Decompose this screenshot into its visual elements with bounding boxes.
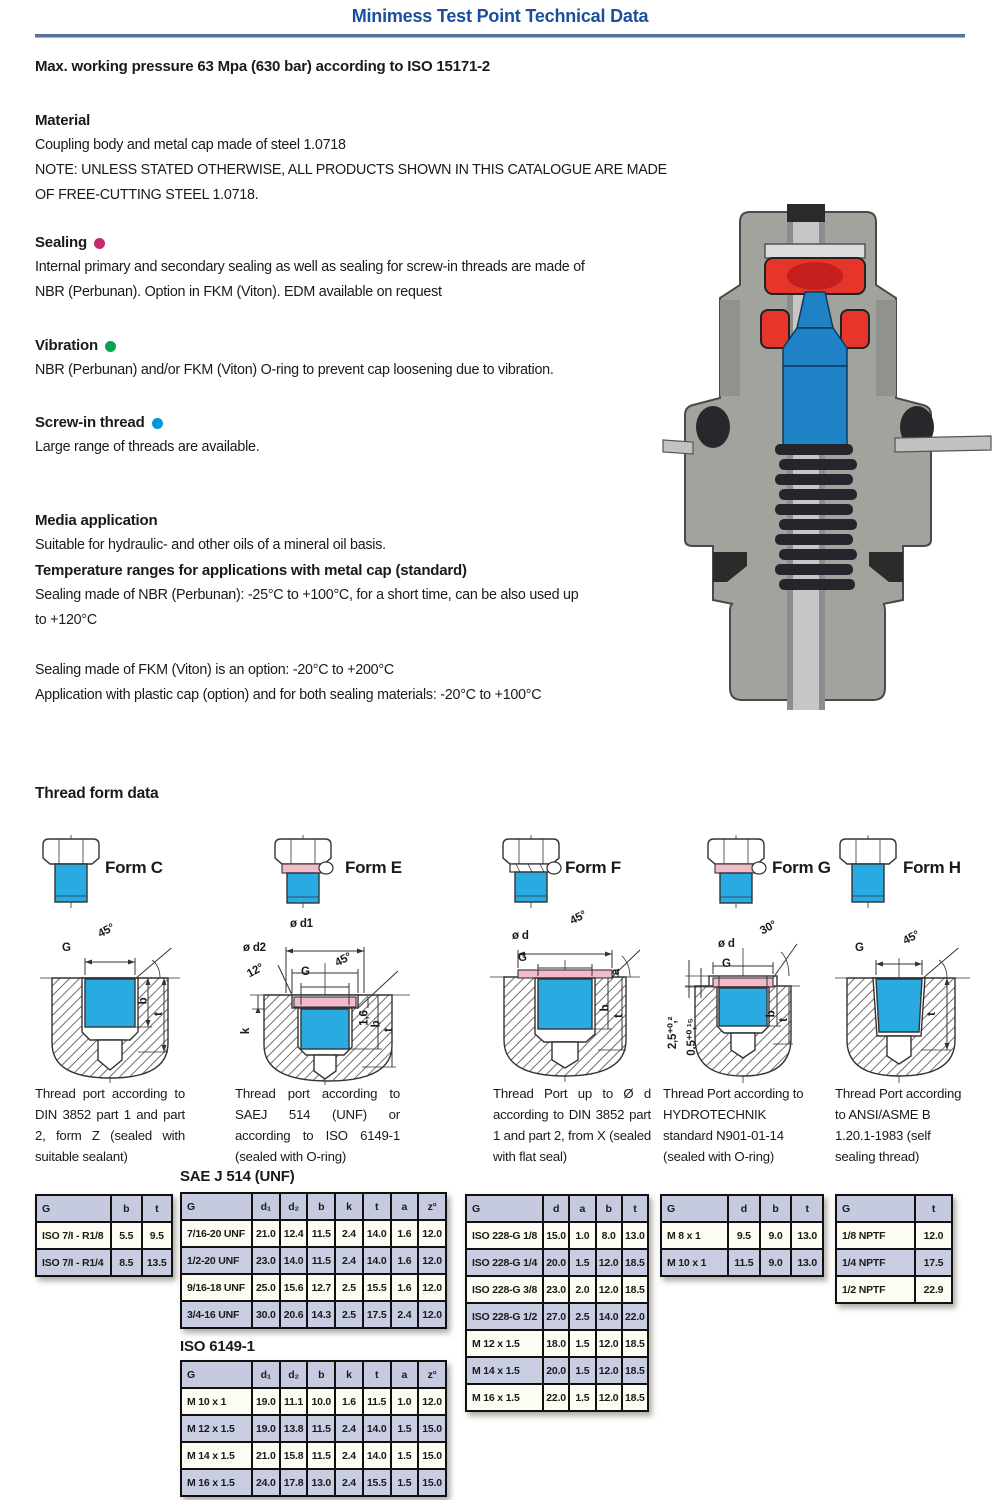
dim-label: G bbox=[855, 942, 864, 954]
page-title: Minimess Test Point Technical Data bbox=[351, 6, 649, 26]
form-label: Form H bbox=[903, 858, 961, 877]
text-line: Coupling body and metal cap made of steel 1.0718 bbox=[35, 137, 346, 153]
form-label: Form G bbox=[772, 858, 831, 877]
table-cell: 22.0 bbox=[543, 1384, 569, 1411]
table-header-row bbox=[836, 1195, 952, 1222]
table-cell: 15.5 bbox=[363, 1274, 391, 1301]
table-cell: 13.0 bbox=[791, 1222, 823, 1249]
table-cell: 12.7 bbox=[307, 1274, 335, 1301]
table-cell: 23.0 bbox=[543, 1276, 569, 1303]
table-cell: 9.0 bbox=[760, 1222, 792, 1249]
text-line: NBR (Perbunan). Option in FKM (Viton). EDM available on request bbox=[35, 284, 442, 300]
table-row bbox=[36, 1249, 172, 1276]
dim-label: ø d bbox=[718, 938, 735, 950]
form-g-diagram bbox=[660, 830, 835, 1085]
table-cell: 11.1 bbox=[280, 1388, 308, 1415]
table-cell: ISO 7/I - R1/8 bbox=[36, 1222, 111, 1249]
table-cell: 14.0 bbox=[363, 1415, 391, 1442]
section-body bbox=[35, 133, 667, 208]
dim-label: 45° bbox=[96, 921, 117, 941]
column-header: t bbox=[791, 1195, 823, 1222]
table-cell: 1.5 bbox=[391, 1415, 419, 1442]
table-row bbox=[661, 1249, 823, 1276]
dim-label: b bbox=[370, 1020, 383, 1028]
table-cell: 13.0 bbox=[307, 1469, 335, 1496]
section-temperature-ranges bbox=[35, 558, 660, 708]
table-cell: 12.0 bbox=[596, 1357, 622, 1384]
table-cell: 17.5 bbox=[363, 1301, 391, 1328]
column-header: b bbox=[111, 1195, 142, 1222]
table-cell: 15.0 bbox=[543, 1222, 569, 1249]
text-line: Application with plastic cap (option) and for both sealing materials: -20°C to +100°C bbox=[35, 687, 542, 703]
column-header: b bbox=[596, 1195, 622, 1222]
column-header: b bbox=[307, 1193, 335, 1220]
table-cell: 1.0 bbox=[391, 1388, 419, 1415]
column-header: G bbox=[181, 1361, 252, 1388]
table-cell: M 8 x 1 bbox=[661, 1222, 728, 1249]
table-cell: 14.0 bbox=[363, 1247, 391, 1274]
column-header: t bbox=[142, 1195, 173, 1222]
column-header: d bbox=[728, 1195, 760, 1222]
form-h-table bbox=[835, 1194, 953, 1304]
text-line: Large range of threads are available. bbox=[35, 439, 260, 455]
screw-in-thread-dot bbox=[152, 418, 163, 429]
text-line: NBR (Perbunan) and/or FKM (Viton) O-ring to prevent cap loosening due to vibration. bbox=[35, 362, 554, 378]
column-header: a bbox=[391, 1361, 419, 1388]
table-cell: 2.4 bbox=[335, 1442, 363, 1469]
table-cell: 18.5 bbox=[622, 1357, 648, 1384]
table-cell: M 14 x 1.5 bbox=[181, 1442, 252, 1469]
table-cell: 22.0 bbox=[622, 1303, 648, 1330]
table-cell: 15.5 bbox=[363, 1469, 391, 1496]
table-cell: 18.5 bbox=[622, 1330, 648, 1357]
table-header-row bbox=[36, 1195, 172, 1222]
dim-label: 0,5⁺⁰,¹⁵ bbox=[685, 1018, 698, 1056]
text-line: Internal primary and secondary sealing as well as sealing for screw-in threads are made of bbox=[35, 259, 585, 275]
section-body bbox=[35, 255, 660, 305]
table-cell: M 14 x 1.5 bbox=[466, 1357, 543, 1384]
table-cell: 12.0 bbox=[596, 1276, 622, 1303]
form-g-description: Thread Port according to HYDROTECHNIK standard N901-01-14 (sealed with O-ring) bbox=[663, 1086, 804, 1164]
table-row bbox=[661, 1222, 823, 1249]
dim-label: G bbox=[301, 966, 310, 978]
table-cell: 12.0 bbox=[418, 1274, 446, 1301]
dim-label: G bbox=[722, 958, 731, 970]
table-cell: 24.0 bbox=[252, 1469, 280, 1496]
form-e-diagram bbox=[235, 830, 465, 1085]
table-cell: 11.5 bbox=[307, 1247, 335, 1274]
dim-label: k bbox=[240, 1027, 253, 1035]
table-cell: 1/2-20 UNF bbox=[181, 1247, 252, 1274]
table-cell: 1.5 bbox=[569, 1249, 595, 1276]
table-header-row bbox=[181, 1193, 446, 1220]
table-header-row bbox=[661, 1195, 823, 1222]
form-g-section bbox=[685, 938, 800, 1083]
section-heading: Media application bbox=[35, 512, 158, 529]
table-cell: 22.9 bbox=[915, 1276, 952, 1303]
table-cell: 21.0 bbox=[252, 1442, 280, 1469]
table-cell: 19.0 bbox=[252, 1388, 280, 1415]
table-cell: 15.0 bbox=[418, 1442, 446, 1469]
table-cell: 3/4-16 UNF bbox=[181, 1301, 252, 1328]
table-cell: 12.0 bbox=[596, 1249, 622, 1276]
text-line: Sealing made of FKM (Viton) is an option: -20°C to +200°C bbox=[35, 662, 394, 678]
table-cell: 19.0 bbox=[252, 1415, 280, 1442]
table-cell: 1.5 bbox=[569, 1330, 595, 1357]
table-cell: 27.0 bbox=[543, 1303, 569, 1330]
text-line: to +120°C bbox=[35, 612, 97, 628]
column-header: t bbox=[363, 1361, 391, 1388]
section-heading: Vibration bbox=[35, 333, 660, 358]
table-row bbox=[836, 1222, 952, 1249]
section-material bbox=[35, 108, 667, 208]
column-header: d₁ bbox=[252, 1361, 280, 1388]
table-cell: 30.0 bbox=[252, 1301, 280, 1328]
table-row bbox=[181, 1415, 446, 1442]
table-row bbox=[466, 1249, 648, 1276]
section-body bbox=[35, 533, 660, 558]
form-c-table bbox=[35, 1194, 173, 1277]
table-cell: 1.5 bbox=[569, 1384, 595, 1411]
form-label: Form E bbox=[345, 858, 402, 877]
column-header: G bbox=[466, 1195, 543, 1222]
dim-label: a bbox=[610, 968, 623, 976]
dim-label: t bbox=[612, 1014, 625, 1018]
form-h-diagram bbox=[835, 830, 995, 1085]
table-cell: 2.4 bbox=[335, 1220, 363, 1247]
sae-table-title: SAE J 514 (UNF) bbox=[180, 1168, 295, 1185]
table-cell: 18.5 bbox=[622, 1276, 648, 1303]
table-cell: 11.5 bbox=[363, 1388, 391, 1415]
form-e-description: Thread port according to SAEJ 514 (UNF) or according to ISO 6149-1 (sealed with O-ring) bbox=[235, 1086, 400, 1164]
table-cell: 7/16-20 UNF bbox=[181, 1220, 252, 1247]
table-cell: 13.0 bbox=[791, 1249, 823, 1276]
table-cell: 2.5 bbox=[335, 1274, 363, 1301]
table-cell: 2.4 bbox=[335, 1469, 363, 1496]
column-header: G bbox=[836, 1195, 915, 1222]
dim-label: b bbox=[599, 1004, 612, 1012]
table-cell: 13.5 bbox=[142, 1249, 173, 1276]
column-header: t bbox=[363, 1193, 391, 1220]
dim-label: b bbox=[137, 997, 150, 1005]
form-f-table bbox=[465, 1194, 649, 1412]
text-line: NOTE: UNLESS STATED OTHERWISE, ALL PRODUCTS SHOWN IN THIS CATALOGUE ARE MADE bbox=[35, 162, 667, 178]
table-cell: 17.8 bbox=[280, 1469, 308, 1496]
table-row bbox=[466, 1384, 648, 1411]
table-cell: 1.6 bbox=[391, 1247, 419, 1274]
section-media-application bbox=[35, 508, 660, 558]
column-header: z° bbox=[418, 1193, 446, 1220]
table-cell: 11.5 bbox=[307, 1220, 335, 1247]
table-row bbox=[466, 1303, 648, 1330]
table-row bbox=[836, 1276, 952, 1303]
section-heading: Material bbox=[35, 112, 91, 129]
dim-label: G bbox=[62, 942, 71, 954]
table-cell: 15.0 bbox=[418, 1469, 446, 1496]
table-row bbox=[466, 1276, 648, 1303]
table-cell: 9.5 bbox=[728, 1222, 760, 1249]
table-cell: ISO 7/I - R1/4 bbox=[36, 1249, 111, 1276]
table-cell: 1.5 bbox=[569, 1357, 595, 1384]
dim-label: t bbox=[152, 1012, 165, 1016]
table-cell: 9.5 bbox=[142, 1222, 173, 1249]
table-cell: 12.0 bbox=[596, 1330, 622, 1357]
table-cell: 13.8 bbox=[280, 1415, 308, 1442]
table-cell: M 16 x 1.5 bbox=[466, 1384, 543, 1411]
table-cell: M 10 x 1 bbox=[661, 1249, 728, 1276]
column-header: d₂ bbox=[280, 1361, 308, 1388]
table-cell: 2.4 bbox=[391, 1301, 419, 1328]
dim-label: 2,5⁺⁰,² bbox=[667, 1016, 680, 1050]
max-pressure-line: Max. working pressure 63 Mpa (630 bar) according to ISO 15171-2 bbox=[35, 58, 491, 75]
column-header: t bbox=[915, 1195, 952, 1222]
section-heading: Temperature ranges for applications with metal cap (standard) bbox=[35, 562, 467, 579]
table-cell: 11.5 bbox=[307, 1415, 335, 1442]
table-cell: 15.0 bbox=[418, 1415, 446, 1442]
column-header: t bbox=[622, 1195, 648, 1222]
table-cell: 21.0 bbox=[252, 1220, 280, 1247]
column-header: d bbox=[543, 1195, 569, 1222]
table-cell: 1.5 bbox=[391, 1442, 419, 1469]
table-cell: 2.4 bbox=[335, 1415, 363, 1442]
table-cell: 14.0 bbox=[363, 1220, 391, 1247]
column-header: b bbox=[760, 1195, 792, 1222]
table-row bbox=[181, 1274, 446, 1301]
dim-label: 45° bbox=[901, 928, 922, 948]
table-row bbox=[181, 1247, 446, 1274]
table-cell: 14.0 bbox=[280, 1247, 308, 1274]
table-row bbox=[181, 1442, 446, 1469]
dim-label: 45° bbox=[333, 950, 354, 970]
table-cell: M 12 x 1.5 bbox=[466, 1330, 543, 1357]
dim-label: ø d bbox=[512, 930, 529, 942]
table-cell: 1.5 bbox=[391, 1469, 419, 1496]
thread-form-data-heading: Thread form data bbox=[35, 785, 159, 802]
dim-label: 12° bbox=[245, 961, 266, 981]
sealing-dot bbox=[94, 238, 105, 249]
table-cell: 1.6 bbox=[391, 1274, 419, 1301]
table-cell: 12.0 bbox=[915, 1222, 952, 1249]
table-cell: 9.0 bbox=[760, 1249, 792, 1276]
table-cell: 11.5 bbox=[307, 1442, 335, 1469]
table-row bbox=[181, 1388, 446, 1415]
table-cell: 2.5 bbox=[569, 1303, 595, 1330]
table-cell: 12.0 bbox=[596, 1384, 622, 1411]
form-f-section bbox=[490, 942, 640, 1082]
table-cell: 25.0 bbox=[252, 1274, 280, 1301]
column-header: G bbox=[36, 1195, 111, 1222]
table-cell: 2.0 bbox=[569, 1276, 595, 1303]
table-cell: 17.5 bbox=[915, 1249, 952, 1276]
table-cell: 5.5 bbox=[111, 1222, 142, 1249]
column-header: k bbox=[335, 1361, 363, 1388]
form-label: Form C bbox=[105, 858, 163, 877]
table-row bbox=[181, 1301, 446, 1328]
dim-label: G bbox=[518, 952, 527, 964]
section-body bbox=[35, 358, 660, 383]
table-cell: 1/4 NPTF bbox=[836, 1249, 915, 1276]
table-cell: 20.0 bbox=[543, 1249, 569, 1276]
table-cell: 1/2 NPTF bbox=[836, 1276, 915, 1303]
text-line: OF FREE-CUTTING STEEL 1.0718. bbox=[35, 187, 259, 203]
column-header: G bbox=[181, 1193, 252, 1220]
table-cell: 20.0 bbox=[543, 1357, 569, 1384]
iso-table-title: ISO 6149-1 bbox=[180, 1338, 255, 1355]
dim-label: ø d2 bbox=[243, 942, 266, 954]
table-cell: 14.0 bbox=[363, 1442, 391, 1469]
dim-label: b bbox=[765, 1010, 778, 1018]
sae-table bbox=[180, 1192, 447, 1329]
table-row bbox=[466, 1330, 648, 1357]
form-e-section bbox=[250, 935, 410, 1085]
table-row bbox=[836, 1249, 952, 1276]
dim-label: t bbox=[925, 1012, 938, 1016]
table-cell: 18.5 bbox=[622, 1249, 648, 1276]
table-cell: 2.4 bbox=[335, 1247, 363, 1274]
table-cell: 8.5 bbox=[111, 1249, 142, 1276]
title-divider bbox=[35, 34, 965, 38]
coupling-cutaway-illustration bbox=[655, 200, 995, 720]
dim-label: ø d1 bbox=[290, 918, 313, 930]
dim-label: 45° bbox=[568, 908, 589, 928]
vibration-dot bbox=[105, 341, 116, 352]
table-row bbox=[466, 1222, 648, 1249]
section-body bbox=[35, 435, 660, 460]
section-vibration bbox=[35, 333, 660, 383]
table-row bbox=[466, 1357, 648, 1384]
column-header: d₁ bbox=[252, 1193, 280, 1220]
table-cell: 15.8 bbox=[280, 1442, 308, 1469]
table-cell: 12.0 bbox=[418, 1301, 446, 1328]
table-header-row bbox=[181, 1361, 446, 1388]
column-header: G bbox=[661, 1195, 728, 1222]
table-cell: 14.3 bbox=[307, 1301, 335, 1328]
text-line: Sealing made of NBR (Perbunan): -25°C to +100°C, for a short time, can be also used up bbox=[35, 587, 579, 603]
table-cell: 1.6 bbox=[391, 1220, 419, 1247]
table-cell: ISO 228-G 3/8 bbox=[466, 1276, 543, 1303]
table-cell: M 12 x 1.5 bbox=[181, 1415, 252, 1442]
column-header: d₂ bbox=[280, 1193, 308, 1220]
dim-label: t bbox=[382, 1028, 395, 1032]
table-cell: 1.6 bbox=[335, 1388, 363, 1415]
table-cell: 1/8 NPTF bbox=[836, 1222, 915, 1249]
table-row bbox=[181, 1220, 446, 1247]
table-cell: M 10 x 1 bbox=[181, 1388, 252, 1415]
table-cell: 10.0 bbox=[307, 1388, 335, 1415]
form-h-section bbox=[835, 948, 970, 1083]
table-cell: 18.5 bbox=[622, 1384, 648, 1411]
table-cell: 2.5 bbox=[335, 1301, 363, 1328]
section-heading: Screw-in thread bbox=[35, 410, 660, 435]
column-header: b bbox=[307, 1361, 335, 1388]
section-heading: Sealing bbox=[35, 230, 660, 255]
table-row bbox=[181, 1469, 446, 1496]
form-h-description: Thread Port according to ANSI/ASME B 1.20.1-1983 (self sealing thread) bbox=[835, 1086, 962, 1164]
table-cell: 1.0 bbox=[569, 1222, 595, 1249]
table-cell: ISO 228-G 1/8 bbox=[466, 1222, 543, 1249]
table-cell: 12.0 bbox=[418, 1220, 446, 1247]
table-cell: 9/16-18 UNF bbox=[181, 1274, 252, 1301]
dim-label: t bbox=[777, 1018, 790, 1022]
table-cell: 12.0 bbox=[418, 1247, 446, 1274]
table-cell: 14.0 bbox=[596, 1303, 622, 1330]
column-header: a bbox=[569, 1195, 595, 1222]
dim-label: 30° bbox=[758, 918, 779, 938]
dim-label: 1,6 bbox=[358, 1010, 371, 1026]
section-sealing bbox=[35, 230, 660, 305]
column-header: a bbox=[391, 1193, 419, 1220]
form-f-diagram bbox=[490, 830, 660, 1085]
text-line: Suitable for hydraulic- and other oils of a mineral oil basis. bbox=[35, 537, 386, 553]
table-row bbox=[36, 1222, 172, 1249]
table-cell: 13.0 bbox=[622, 1222, 648, 1249]
table-cell: 11.5 bbox=[728, 1249, 760, 1276]
form-label: Form F bbox=[565, 858, 621, 877]
form-c-diagram bbox=[35, 830, 235, 1085]
column-header: z° bbox=[418, 1361, 446, 1388]
form-f-description: Thread Port up to Ø d according to DIN 3852 part 1 and part 2, from X (sealed with flat seal) bbox=[493, 1086, 651, 1164]
section-screw-in-thread bbox=[35, 410, 660, 460]
table-cell: ISO 228-G 1/4 bbox=[466, 1249, 543, 1276]
table-cell: 23.0 bbox=[252, 1247, 280, 1274]
form-g-table bbox=[660, 1194, 824, 1277]
table-cell: 20.6 bbox=[280, 1301, 308, 1328]
column-header: k bbox=[335, 1193, 363, 1220]
iso-table bbox=[180, 1360, 447, 1497]
section-body bbox=[35, 583, 660, 708]
form-c-description: Thread port according to DIN 3852 part 1 and part 2, form Z (sealed with suitable sealant) bbox=[35, 1086, 185, 1164]
table-cell: 12.0 bbox=[418, 1388, 446, 1415]
table-cell: M 16 x 1.5 bbox=[181, 1469, 252, 1496]
table-cell: ISO 228-G 1/2 bbox=[466, 1303, 543, 1330]
table-cell: 12.4 bbox=[280, 1220, 308, 1247]
table-cell: 15.6 bbox=[280, 1274, 308, 1301]
table-cell: 8.0 bbox=[596, 1222, 622, 1249]
table-cell: 18.0 bbox=[543, 1330, 569, 1357]
table-header-row bbox=[466, 1195, 648, 1222]
